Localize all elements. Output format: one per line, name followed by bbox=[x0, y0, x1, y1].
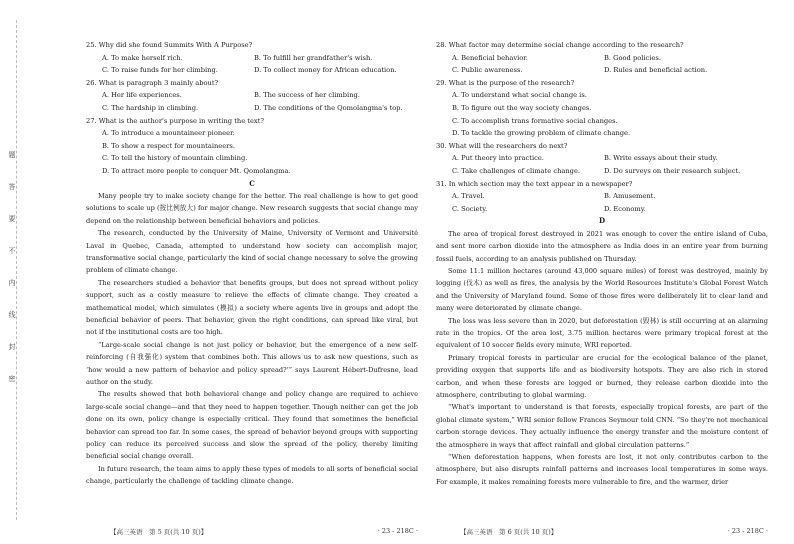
paragraph: The area of tropical forest destroyed in 2021 was enough to cover the entire island of Cuba, and sent more carbon dioxide into the atmosphere as India does in an entire year from burning fossil fuels, according to an analysis published on Thursday. bbox=[436, 229, 768, 263]
question-30: 30. What will the researchers do next? bbox=[436, 141, 568, 150]
binding-char: 题 bbox=[8, 151, 16, 159]
option: D. To tackle the growing problem of climate change. bbox=[452, 129, 631, 138]
option: C. Take challenges of climate change. bbox=[452, 166, 581, 175]
question-28: 28. What factor may determine social change according to the research? bbox=[436, 41, 684, 49]
option: B. Good policies. bbox=[604, 53, 661, 62]
section-heading: D bbox=[598, 216, 606, 226]
binding-char: 不 bbox=[8, 247, 16, 255]
option: A. Travel. bbox=[452, 192, 485, 201]
page-6 bbox=[436, 0, 768, 544]
paragraph: “Large-scale social change is not just policy or behavior, but the emergence of a new self-reinforcing (自我强化) system that combines both. This allows us to ask new questions, such as ‘how would a new pattern of behavior and policy spread?’” says Laurent Hébert-Dufresne, lead author on the study. bbox=[86, 340, 418, 387]
binding-char: 密 bbox=[8, 375, 16, 383]
binding-char: 答 bbox=[8, 183, 16, 191]
binding-char: 要 bbox=[8, 215, 16, 223]
option: D. The conditions of the Qomolangma's top. bbox=[254, 103, 403, 112]
paragraph: Some 11.1 million hectares (around 43,000 square miles) of forest was destroyed, mainly by logging (伐木) as well as fires, the analysis by the World Resources Institute's Global Forest Watch and the University of Maryland found. Some of those fires were deliberately lit to clear land and many were deteriorated by climate change. bbox=[436, 266, 768, 313]
footer-code: · 23 - 218C · bbox=[377, 527, 418, 535]
option: D. Do surveys on their research subject. bbox=[604, 166, 741, 175]
option: B. To show a respect for mountaineers. bbox=[102, 141, 235, 150]
option: B. Write essays about their study. bbox=[604, 154, 718, 163]
option: A. Put theory into practice. bbox=[452, 154, 544, 163]
option: D. To collect money for African education. bbox=[254, 66, 397, 75]
option: B. The success of her climbing. bbox=[254, 91, 360, 100]
option: B. Amusement. bbox=[604, 192, 656, 201]
page-5 bbox=[86, 0, 418, 544]
footer-code: · 23 - 218C · bbox=[727, 527, 768, 535]
page-footer bbox=[436, 527, 768, 536]
page-footer bbox=[86, 527, 418, 536]
paragraph: Many people try to make society change for the better. The real challenge is how to get good solutions to scale up (按比例放大) for major change. New research suggests that social change may depend on the relationship between beneficial behaviors and policies. bbox=[86, 191, 418, 225]
paragraph: Primary tropical forests in particular are crucial for the ecological balance of the planet, providing oxygen that supports life and as biodiversity hotspots. They are also rich in stored carbon, and when these forests are logged or burned, they release carbon dioxide into the atmosphere, contributing to global warming. bbox=[436, 353, 768, 399]
option: B. To figure out the way society changes. bbox=[452, 103, 592, 112]
question-27: 27. What is the author's purpose in writing the text? bbox=[86, 116, 264, 125]
binding-char: 封 bbox=[8, 343, 16, 351]
footer-page-label: 【高三英语 第 5 页(共 10 页)】 bbox=[110, 528, 208, 536]
option: B. To fulfill her grandfather's wish. bbox=[254, 53, 373, 62]
binding-char: 内 bbox=[8, 279, 16, 287]
paragraph: The researchers studied a behavior that benefits groups, but does not spread without policy support, such as a costly measure to relieve the effects of climate change. They created a mathematical model, which simulates (模拟) a society where agents live in groups and adopt the beneficial behavior of peers. That behavior, given the right conditions, can spread like viral, but not if the institutional costs are too high. bbox=[86, 278, 418, 337]
binding-char: 线 bbox=[8, 311, 16, 319]
paragraph: “When deforestation happens, when forests are lost, it not only contributes carbon to the atmosphere, but also disrupts rainfall patterns and increases local temperatures in some ways. For example, it makes remaining forests more vulnerable to fire, and the warmer, drier bbox=[436, 453, 768, 486]
option: D. Economy. bbox=[604, 204, 646, 213]
binding-margin bbox=[2, 150, 22, 384]
paragraph: The research, conducted by the University of Maine, University of Vermont and Université Laval in Quebec, Canada, attempted to understand how society can accomplish major, transformative social change, particularly the kind of social change necessary to solve the growing problem of climate change. bbox=[86, 229, 418, 275]
option: C. To raise funds for her climbing. bbox=[102, 66, 218, 75]
option: A. Her life experiences. bbox=[102, 91, 182, 100]
option: C. The hardship in climbing. bbox=[102, 103, 199, 112]
section-heading: C bbox=[249, 178, 255, 188]
question-26: 26. What is paragraph 3 mainly about? bbox=[86, 78, 219, 87]
question-31: 31. In which section may the text appear in a newspaper? bbox=[436, 179, 633, 188]
option: C. To tell the history of mountain climbing. bbox=[102, 154, 248, 163]
option: A. To make herself rich. bbox=[102, 53, 183, 62]
question-25: 25. Why did she found Summits With A Purpose? bbox=[86, 41, 253, 49]
paragraph: The loss was less severe than in 2020, but deforestation (毁林) is still occurring at an alarming rate in the tropics. Of the area lost, 3.75 million hectares were primary tropical forest at the equivalent of 10 soccer fields every minute, WRI reported. bbox=[436, 316, 768, 350]
option: C. Society. bbox=[452, 204, 488, 213]
paragraph: In future research, the team aims to apply these types of models to all sorts of beneficial social change, particularly the challenge of tackling climate change. bbox=[86, 464, 418, 486]
question-29: 29. What is the purpose of the research? bbox=[436, 78, 575, 87]
question-25-options bbox=[86, 52, 418, 77]
option: A. To understand what social change is. bbox=[452, 91, 587, 100]
paragraph: The results showed that both behavioral change and policy change are required to achieve large-scale social change—and that they need to happen together. Though neither can get the job done on its own, policy change is especially critical. They found that sometimes the beneficial behavior can spread too far. In some cases, the spread of behavior beyond groups with supporting policy can reduce its perceived success and slow the spread of the policy, thereby limiting beneficial social change overall. bbox=[86, 390, 418, 461]
footer-page-label: 【高三英语 第 6 页(共 10 页)】 bbox=[460, 528, 558, 536]
paragraph: “What's important to understand is that forests, especially tropical forests, are part of the global climate system,” WRI senior fellow Frances Seymour told CNN. “So they're not mechanical carbon storage devices. They actually influence the energy transfer and the moisture content of the atmosphere in ways that affect rainfall and global circulation patterns.” bbox=[436, 403, 768, 449]
option: C. To accomplish trans formative social changes. bbox=[452, 116, 618, 125]
option: A. Beneficial behavior. bbox=[452, 53, 528, 62]
question-31-options bbox=[436, 190, 768, 215]
question-30-options bbox=[436, 152, 768, 177]
option: C. Public awareness. bbox=[452, 66, 523, 75]
option: D. Rules and beneficial action. bbox=[604, 66, 708, 75]
option: A. To introduce a mountaineer pioneer. bbox=[102, 129, 235, 138]
question-26-options bbox=[86, 89, 418, 114]
option: D. To attract more people to conquer Mt. Qomolangma. bbox=[102, 166, 291, 175]
question-28-options bbox=[436, 52, 768, 77]
